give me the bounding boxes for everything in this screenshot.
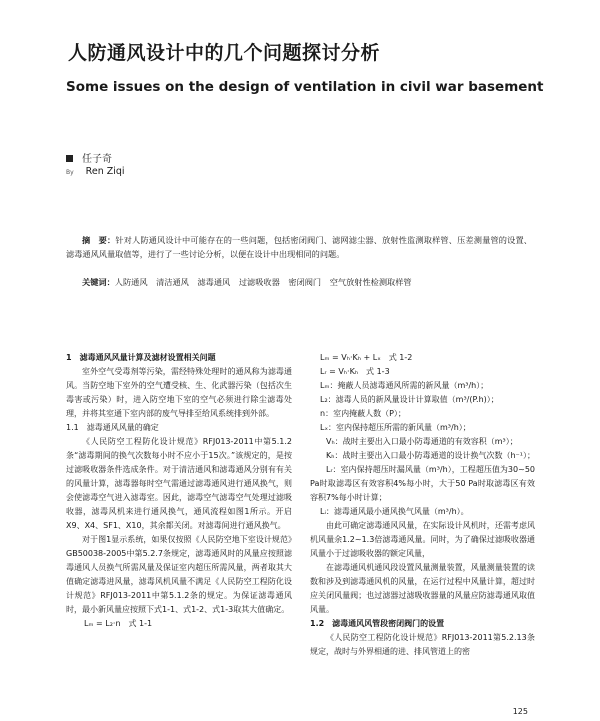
equation: Lₘ = Vₕ·Kₕ + Lₓ 式 1-2	[320, 353, 413, 362]
by-label: By	[66, 169, 74, 176]
left-column	[66, 351, 292, 631]
subsection-heading: 1.2 滤毒通风风管段密闭阀门的设置	[310, 619, 445, 628]
equation: Lᵣ = Vₕ·Kₕ 式 1-3	[320, 367, 390, 376]
keywords-label: 关键词：	[82, 277, 115, 287]
square-bullet-icon	[66, 155, 73, 162]
paragraph: 由此可确定滤毒通风风量，在实际设计风机时，还需考虑风机风量余1.2~1.3倍滤毒通风量。同时，为了确保过滤吸收器通风量小于过滤吸收器的额定风量，	[310, 521, 535, 558]
keywords	[82, 277, 412, 288]
abstract-label: 摘 要：	[82, 235, 116, 245]
page-number: 125	[512, 707, 528, 716]
author-name-en: Ren Ziqi	[85, 166, 125, 177]
right-column	[310, 351, 535, 659]
article-title-english: Some issues on the design of ventilation in civil war basement	[66, 79, 544, 95]
definition-line: n：室内掩蔽人数（P）；	[320, 409, 406, 418]
definition-line: Lᵣ：室内保持超压时漏风量（m³/h），工程超压值为30~50 Pa时取滤毒区有效容积4%每小时，大于50 Pa时取滤毒区有效容积7%每小时计算；	[310, 465, 535, 502]
author-name-cn: 任子奇	[82, 154, 112, 165]
definition-line: L₂：滤毒人员的新风量设计计算取值（m³/(P.h)）；	[320, 395, 499, 404]
paragraph: 《人民防空工程防化设计规范》RFJ013-2011第5.2.13条规定，战时与外界相通的进、排风管道上的密	[310, 633, 535, 656]
paragraph: 室外空气受毒剂等污染，需经特殊处理时的通风称为滤毒通风。当防空地下室外的空气遭受核、生、化武器污染（包括次生毒害或污染）时，进入防空地下室的空气必须进行除尘滤毒处理，并将其室通下室内部的废气导排至给风系统排到外部。	[66, 367, 292, 418]
abstract-text: 针对人防通风设计中可能存在的一些问题，包括密闭阀门、滤网滤尘器、放射性监测取样管、压差测量管的设置、滤毒通风风量取值等，进行了一些讨论分析，以便在设计中出现相同的问题。	[66, 235, 532, 259]
equation: Lₘ = L₂·n 式 1-1	[84, 619, 153, 628]
definition-line: Kₕ：战时主要出入口最小防毒通道的设计换气次数（h⁻¹）；	[326, 451, 535, 460]
definition-line: Lₘ：掩蔽人员滤毒通风所需的新风量（m³/h）；	[320, 381, 489, 390]
author-line-english	[66, 166, 125, 177]
definition-line: Lᵢ：滤毒通风最小通风换气风量（m³/h）。	[320, 507, 469, 516]
definition-line: Vₕ：战时主要出入口最小防毒通道的有效容积（m³）；	[326, 437, 518, 446]
section-heading: 1 滤毒通风风量计算及滤材设置相关问题	[66, 353, 216, 362]
article-title: 人防通风设计中的几个问题探讨分析	[68, 42, 381, 64]
author-line	[66, 150, 112, 165]
paragraph: 对于图1显示系统，如果仅按照《人民防空地下室设计规范》GB50038-2005中第5.2.7条规定，滤毒通风时的风量应按照滤毒通风人员换气所需风量及保证室内超压所需风量，两者取其大值确定滤毒进风量，滤毒风机风量不满足《人民防空工程防化设计规范》RFJ013-2011中第5.1.2条的规定。为保证滤毒通风时，最小新风量应按照下式1-1、式1-2、式1-3取其大值确定。	[66, 535, 292, 614]
keywords-list: 人防通风 清洁通风 滤毒通风 过滤吸收器 密闭阀门 空气放射性检测取样管	[114, 277, 412, 287]
subsection-heading: 1.1 滤毒通风风量的确定	[66, 423, 159, 432]
abstract	[66, 233, 532, 261]
definition-line: Lₓ：室内保持超压所需的新风量（m³/h）；	[320, 423, 471, 432]
paragraph: 在滤毒通风机通风段设置风量测量装置，风量测量装置的读数和涉及到滤毒通风机的风量，在运行过程中风量计算，超过时应关闭风量阀；也过滤器过滤吸收器量的风量应防滤毒通风取值风量。	[310, 563, 535, 614]
paragraph: 《人民防空工程防化设计规范》RFJ013-2011中第5.1.2条“滤毒期间的换气次数每小时不应小于15次。”该规定的，是按过滤吸收器条件选成条件。对于清洁通风和滤毒通风分别有有关的风量计算，滤毒器每时空气需通过滤毒通风进行通风换气，则会使滤毒空气进入滤毒室。因此，滤毒空气滤毒空气处理过滤吸收器，滤毒风机来进行通风换气，通风流程如图1所示。开启X9、X4、SF1、X10，其余都关闭。对滤毒间进行通风换气。	[66, 437, 292, 530]
